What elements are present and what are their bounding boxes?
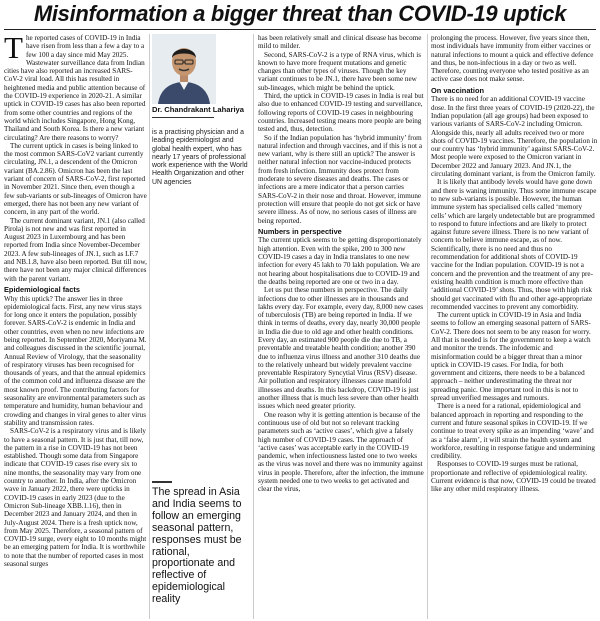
paragraph: Third, the uptick in COVID-19 cases in India is real but also due to enhanced COVID-19 testing and surveillance, following reports of COVID-19 cases in neighbouring countries. Increased testing means more people are being tested and, thus, detection. — [258, 92, 424, 134]
paragraph: The current dominant variant, JN.1 (also called Pirola) is not new and was first reported in August 2023 in Luxembourg and has been reported from India since November-December 2023. A few sub-lineages of JN.1, such as LF.7 and NB.1.8, have also been reported. But till now, there have not been any major clinical differences with the parent variant. — [4, 216, 147, 283]
section-heading: Epidemiological facts — [4, 284, 80, 294]
author-bio: is a practising physician and a leading epidemiologist and global health expert, who has nearly 17 years of professional work experience with the World Health Organization and other UN agencies — [152, 129, 248, 186]
author-sidebar — [152, 34, 250, 619]
paragraph: One reason why it is getting attention is because of the continuous use of old but not so relevant tracking parameters such as ‘active cases’, which give a falsely high number of COVID-19 cases. The approach of ‘active cases’ was acceptable early in the COVID-19 pandemic, when infectiousness lasted one to two weeks as the virus was novel and there was no immunity against virus in people. Therefore, after the infection, the immune system needed one to two weeks to get activated and clear the virus, — [258, 410, 424, 494]
paragraph: It is likely that antibody levels would have gone down and there is waning immunity. Thus some immune escape to new sub-variants is possible. However, the human immune system has specialised cells called ‘memory cells’ which are largely undetectable but are programmed to respond to future infections and are likely to protect against future severe illness. There is no new variant of concern to believe immune escape, as of now. Scientifically, there is no need and thus no recommendation for additional shots of COVID-19 vaccine for the Indian population. COVID-19 is not a concern and the prevention and the treatment of any pre-existing health condition is much more effective than ‘additional COVID-19’ shots. Thus, those with high risk should get vaccinated with flu and other age-appropriate recommended vaccines to prevent any comorbidity. — [431, 178, 597, 311]
section-heading: On vaccination — [431, 85, 484, 95]
article-headline: Misinformation a bigger threat than COVID-19 uptick — [33, 1, 567, 26]
paragraph: So if the Indian population has ‘hybrid immunity’ from natural infection and through vaccines, and if this is not a new variant, why is there still an uptick? The answer is neither natural infection nor vaccine-induced protects from fresh infection. Immunity does protect from moderate to severe diseases and deaths. The cases or infections are a mere indicator that a person carries SARS-CoV-2 in their nose and throat. However, immune protection will ensure that people do not get sick or have severe illness. As of now, no serious cases of illness are being reported. — [258, 133, 422, 225]
paragraph: The reported cases of COVID-19 in India have risen from less than a few a day to a few 100 a day since mid May 2025. Wastewater surveillance data from Indian cities have also reported an increased SARS-CoV-2 viral load. All this has resulted in heightened media and public attention because of the COVID-19 experience in 2020-21. A similar uptick in COVID-19 cases has also been reported from some other countries and regions of the world which includes Singapore, Hong Kong, Thailand and South Korea. Is there a new variant circulating? Are there reasons to worry? — [4, 34, 146, 142]
paragraph: Responses to COVID-19 surges must be rational, proportionate and reflective of epidemiological reality. Current evidence is that now, COVID-19 could be treated like any other mild respiratory illness. — [431, 460, 596, 494]
author-portrait-icon — [152, 34, 216, 104]
paragraph: Second, SARS-CoV-2 is a type of RNA virus, which is known to have more frequent mutations and genetic changes than other types of viruses. Though the key variant continues to be JN.1, there have been some new sub-lineages, which might be behind the uptick. — [258, 50, 422, 92]
article-column-1 — [4, 34, 147, 619]
paragraph: prolonging the process. However, five years since then, most individuals have immunity from either vaccines or natural infections to mount a quick and effective defence and thus, be non-infectious in a day or two as well. Therefore, counting everyone who tested positive as an active case does not make sense. — [431, 34, 594, 84]
pull-quote: The spread in Asia and India seems to follow an emerging seasonal pattern, responses must be rational, proportionate and reflective of epidemiological reality — [152, 481, 242, 606]
paragraph: has been relatively small and clinical disease has become mild to milder. — [258, 34, 422, 51]
paragraph: The current uptick seems to be getting disproportionately high attention. Even with the spike, 200 to 300 new COVID-19 cases a day in India translates to one new infection for every 45 lakh to 70 lakh population. We are not hearing about hospitalisations due to COVID-19 and the deaths being reported are one or two in a day. — [258, 236, 422, 286]
drop-cap: T — [4, 34, 23, 65]
paragraph: Why this uptick? The answer lies in three epidemiological facts. First, any new virus stays for long once it enters the population, possibly forever. SARS-CoV-2 is endemic in India and other countries, even when no new infections are being reported. In September 2020, Moriyama M. and colleagues discussed in the scientific journal, Annual Review of Virology, that the seasonality of respiratory viruses has been recognised for thousands of years, and that the annual epidemics of the common cold and influenza disease are the most known proof. The contributing factors for seasonality are environmental parameters such as temperature and humidity, human behaviour and crowding and changes in viral genes to alter virus stability and transmission rates. — [4, 294, 147, 427]
section-heading: Numbers in perspective — [258, 226, 342, 236]
author-name: Dr. Chandrakant Lahariya — [152, 106, 248, 118]
author-photo — [152, 34, 216, 104]
article-column-2 — [258, 34, 424, 619]
article-column-3 — [431, 34, 598, 619]
column-divider — [253, 34, 254, 619]
paragraph: The current uptick in COVID-19 in Asia and India seems to follow an emerging seasonal pattern of SARS-CoV-2. There does not seem to be any reason for worry. All that is needed is for the government to keep a watch and monitor the trends. The infodemic and misinformation could be a bigger threat than a minor uptick in COVID-19 cases. For India, for both government and citizens, there needs to be a balanced approach – neither underestimating the threat nor spreading panic. One important tool in this is not to spread unverified messages and rumours. — [431, 311, 591, 403]
column-divider — [427, 34, 428, 619]
paragraph: SARS-CoV-2 is a respiratory virus and is likely to have a seasonal pattern. It is just that, till now, the pattern in a rise in COVID-19 has not been established. Though some data from Singapore indicate that COVID-19 cases rise every six to nine months, the seasonality may vary from one country to another. In India, after the Omicron wave in January 2022, there were upticks in COVID-19 cases in early 2023 (due to the Omicron Sub-lineage XBB.1.16), then in December 2023 and January 2024, and then in July-August 2024. There is a fresh uptick now, from May 2025. Therefore, a seasonal pattern of COVID-19 surge, every eight to 10 months might be an emerging pattern for India. It is worthwhile to note that the number of reported cases in most seasonal surges — [4, 427, 147, 568]
headline-rule — [4, 29, 596, 30]
paragraph: The current uptick in cases is being linked to the most common SARS-CoV2 variant currently circulating, JN.1, a descendent of the Omicron variant (BA.2.86). Omicron has been the last variant of concern of SARS-CoV-2, first reported in November 2021. Since then, even though a few sub-variants or sub-lineages of Omicron have emerged, there has not been any new variant of concern, in any part of the world. — [4, 141, 147, 217]
paragraph: Let us put these numbers in perspective. The daily infections due to other illnesses are in thousands and lakhs every day. For example, every day, 8,000 new cases of tuberculosis (TB) are being reported in India. If we think in terms of deaths, every day, nearly 30,000 people in India die due to old age and other health conditions. Every day, an estimated 900 people die due to TB, a preventable and treatable health condition; another 390 due to influenza virus illness and another 310 deaths due to the relatively unheard but widely prevalent vaccine preventable Respiratory Syncytial Virus (RSV) disease. Air pollution and respiratory illnesses cause manifold illnesses and deaths. In this backdrop, COVID-19 is just another illness that is much less severe than other health issues which need greater priority. — [258, 286, 424, 411]
paragraph: There is no need for an additional COVID-19 vaccine dose. In the first three years of COVID-19 (2020-22), the Indian population (all age groups) had been exposed to various variants of SARS-CoV-2 including Omicron. Alongside this, nearly all adults received two or more shots of COVID-19 vaccines. Therefore, the population in our country has ‘hybrid immunity’ against SARS-CoV-2. Most people were exposed to the Omicron variant in December 2022 and January 2023. And JN.1, the circulating dominant variant, is from the Omicron family. — [431, 95, 598, 179]
paragraph: There is a need for a rational, epidemiological and balanced approach in reporting and responding to the current and future seasonal spikes in COVID-19. If we continue to treat every spike as an impending ‘wave’ and as a ‘false alarm’, it will strain the health system and workforce, resulting in response fatigue and undermining credibility. — [431, 402, 595, 461]
column-divider — [149, 34, 150, 619]
